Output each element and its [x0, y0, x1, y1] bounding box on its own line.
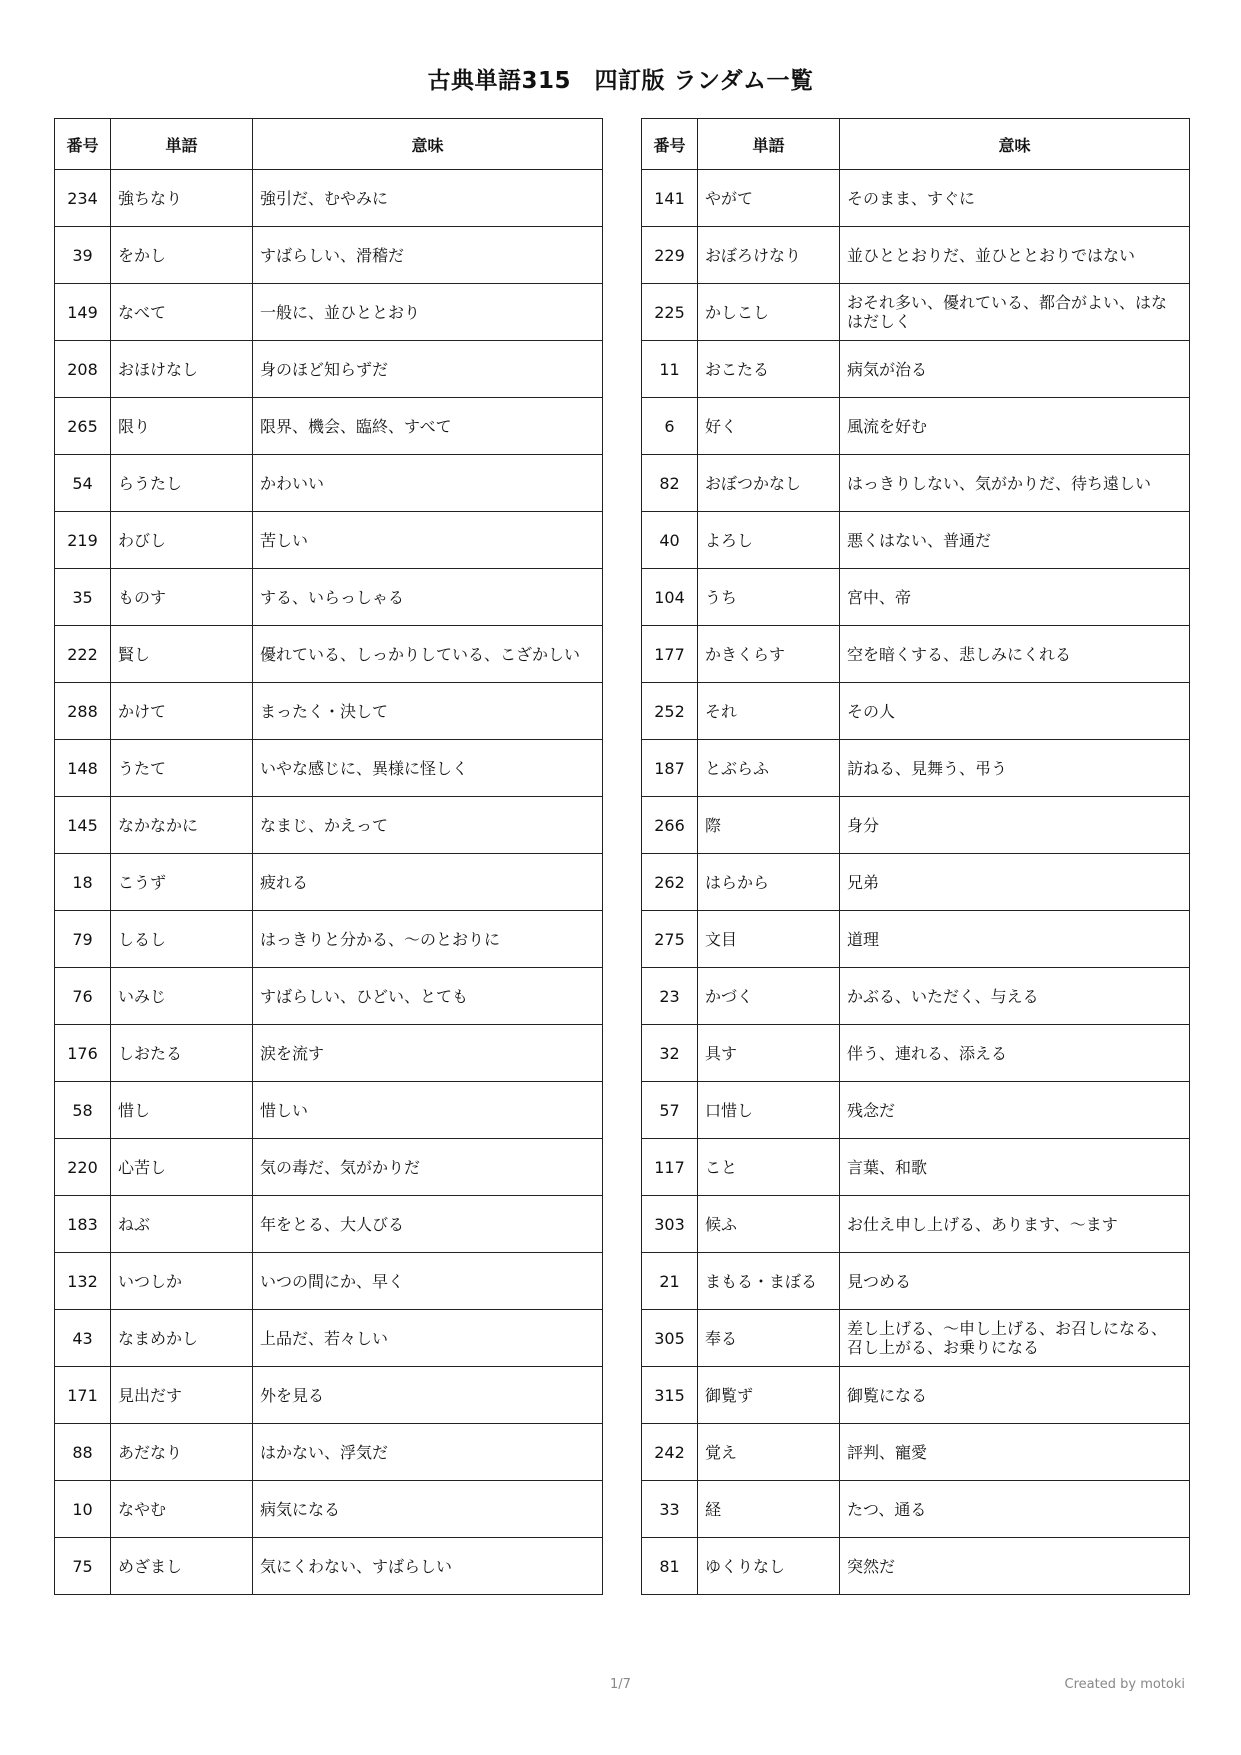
table-row — [642, 341, 1190, 398]
entry-word: おぼろけなり — [698, 227, 840, 284]
table-row — [55, 1424, 603, 1481]
table-row — [55, 1310, 603, 1367]
entry-meaning: そのまま、すぐに — [840, 170, 1190, 227]
entry-word: かきくらす — [698, 626, 840, 683]
entry-word: 限り — [111, 398, 253, 455]
entry-meaning: 一般に、並ひととおり — [253, 284, 603, 341]
header-word: 単語 — [111, 119, 253, 170]
vocab-table-left — [54, 118, 603, 1595]
entry-meaning: 突然だ — [840, 1538, 1190, 1595]
entry-word: こと — [698, 1139, 840, 1196]
entry-number: 39 — [55, 227, 111, 284]
entry-meaning: 強引だ、むやみに — [253, 170, 603, 227]
entry-number: 262 — [642, 854, 698, 911]
entry-word: わびし — [111, 512, 253, 569]
entry-word: ものす — [111, 569, 253, 626]
table-row — [642, 854, 1190, 911]
entry-number: 10 — [55, 1481, 111, 1538]
entry-number: 183 — [55, 1196, 111, 1253]
table-row — [642, 626, 1190, 683]
entry-meaning: 疲れる — [253, 854, 603, 911]
entry-word: なやむ — [111, 1481, 253, 1538]
table-header-row — [55, 119, 603, 170]
entry-meaning: まったく・決して — [253, 683, 603, 740]
entry-number: 145 — [55, 797, 111, 854]
entry-word: 口惜し — [698, 1082, 840, 1139]
entry-meaning: いやな感じに、異様に怪しく — [253, 740, 603, 797]
entry-number: 220 — [55, 1139, 111, 1196]
entry-meaning: 訪ねる、見舞う、弔う — [840, 740, 1190, 797]
entry-number: 104 — [642, 569, 698, 626]
entry-meaning: 風流を好む — [840, 398, 1190, 455]
table-row — [55, 911, 603, 968]
entry-number: 252 — [642, 683, 698, 740]
entry-meaning: おそれ多い、優れている、都合がよい、はなはだしく — [840, 284, 1190, 341]
entry-meaning: 伴う、連れる、添える — [840, 1025, 1190, 1082]
entry-number: 275 — [642, 911, 698, 968]
entry-number: 315 — [642, 1367, 698, 1424]
entry-meaning: その人 — [840, 683, 1190, 740]
entry-meaning: 気の毒だ、気がかりだ — [253, 1139, 603, 1196]
entry-number: 43 — [55, 1310, 111, 1367]
entry-number: 32 — [642, 1025, 698, 1082]
table-row — [55, 569, 603, 626]
entry-number: 141 — [642, 170, 698, 227]
entry-number: 35 — [55, 569, 111, 626]
entry-meaning: 残念だ — [840, 1082, 1190, 1139]
table-row — [55, 740, 603, 797]
table-row — [642, 968, 1190, 1025]
table-row — [55, 1139, 603, 1196]
entry-meaning: 並ひととおりだ、並ひととおりではない — [840, 227, 1190, 284]
table-row — [55, 227, 603, 284]
entry-meaning: いつの間にか、早く — [253, 1253, 603, 1310]
entry-word: をかし — [111, 227, 253, 284]
entry-number: 75 — [55, 1538, 111, 1595]
entry-word: あだなり — [111, 1424, 253, 1481]
credit-text: Created by motoki — [1064, 1677, 1185, 1692]
entry-meaning: 病気になる — [253, 1481, 603, 1538]
table-row — [55, 683, 603, 740]
entry-meaning: 苦しい — [253, 512, 603, 569]
entry-word: 惜し — [111, 1082, 253, 1139]
entry-word: いみじ — [111, 968, 253, 1025]
entry-word: ねぶ — [111, 1196, 253, 1253]
entry-meaning: すばらしい、ひどい、とても — [253, 968, 603, 1025]
entry-word: よろし — [698, 512, 840, 569]
entry-word: 経 — [698, 1481, 840, 1538]
entry-word: しおたる — [111, 1025, 253, 1082]
entry-meaning: 気にくわない、すばらしい — [253, 1538, 603, 1595]
table-row — [642, 398, 1190, 455]
entry-number: 58 — [55, 1082, 111, 1139]
entry-meaning: 病気が治る — [840, 341, 1190, 398]
table-row — [55, 1481, 603, 1538]
entry-meaning: 優れている、しっかりしている、こざかしい — [253, 626, 603, 683]
table-row — [55, 968, 603, 1025]
entry-meaning: すばらしい、滑稽だ — [253, 227, 603, 284]
entry-meaning: なまじ、かえって — [253, 797, 603, 854]
entry-number: 266 — [642, 797, 698, 854]
entry-number: 242 — [642, 1424, 698, 1481]
entry-meaning: 御覧になる — [840, 1367, 1190, 1424]
vocab-rows-left — [55, 170, 603, 1595]
table-row — [55, 1253, 603, 1310]
table-row — [642, 1538, 1190, 1595]
entry-word: なべて — [111, 284, 253, 341]
page-number: 1/7 — [610, 1677, 631, 1692]
entry-meaning: 身のほど知らずだ — [253, 341, 603, 398]
entry-word: おこたる — [698, 341, 840, 398]
entry-word: かしこし — [698, 284, 840, 341]
header-meaning: 意味 — [253, 119, 603, 170]
entry-meaning: 限界、機会、臨終、すべて — [253, 398, 603, 455]
entry-number: 222 — [55, 626, 111, 683]
entry-word: なまめかし — [111, 1310, 253, 1367]
entry-word: おぼつかなし — [698, 455, 840, 512]
page-title: 古典単語315 四訂版 ランダム一覧 — [427, 68, 814, 94]
table-row — [642, 683, 1190, 740]
table-row — [642, 284, 1190, 341]
entry-meaning: 宮中、帝 — [840, 569, 1190, 626]
entry-number: 132 — [55, 1253, 111, 1310]
table-row — [642, 1253, 1190, 1310]
entry-number: 176 — [55, 1025, 111, 1082]
entry-meaning: かぶる、いただく、与える — [840, 968, 1190, 1025]
entry-number: 33 — [642, 1481, 698, 1538]
table-row — [55, 1196, 603, 1253]
table-row — [55, 170, 603, 227]
entry-meaning: する、いらっしゃる — [253, 569, 603, 626]
table-row — [55, 1082, 603, 1139]
entry-word: やがて — [698, 170, 840, 227]
entry-number: 82 — [642, 455, 698, 512]
table-row — [55, 284, 603, 341]
entry-meaning: たつ、通る — [840, 1481, 1190, 1538]
entry-number: 11 — [642, 341, 698, 398]
entry-number: 219 — [55, 512, 111, 569]
table-row — [55, 398, 603, 455]
entry-meaning: 見つめる — [840, 1253, 1190, 1310]
entry-word: 強ちなり — [111, 170, 253, 227]
entry-number: 303 — [642, 1196, 698, 1253]
entry-number: 21 — [642, 1253, 698, 1310]
entry-meaning: かわいい — [253, 455, 603, 512]
entry-word: 好く — [698, 398, 840, 455]
table-row — [642, 1082, 1190, 1139]
entry-number: 57 — [642, 1082, 698, 1139]
table-row — [642, 455, 1190, 512]
entry-word: こうず — [111, 854, 253, 911]
header-number: 番号 — [55, 119, 111, 170]
entry-meaning: 年をとる、大人びる — [253, 1196, 603, 1253]
entry-word: まもる・まぼる — [698, 1253, 840, 1310]
entry-meaning: お仕え申し上げる、あります、〜ます — [840, 1196, 1190, 1253]
entry-number: 234 — [55, 170, 111, 227]
entry-word: それ — [698, 683, 840, 740]
entry-word: 見出だす — [111, 1367, 253, 1424]
entry-meaning: 道理 — [840, 911, 1190, 968]
entry-word: らうたし — [111, 455, 253, 512]
entry-word: はらから — [698, 854, 840, 911]
entry-number: 288 — [55, 683, 111, 740]
entry-number: 6 — [642, 398, 698, 455]
entry-meaning: 外を見る — [253, 1367, 603, 1424]
table-row — [55, 797, 603, 854]
table-row — [55, 341, 603, 398]
entry-word: うたて — [111, 740, 253, 797]
table-row — [642, 1196, 1190, 1253]
entry-meaning: はかない、浮気だ — [253, 1424, 603, 1481]
entry-number: 76 — [55, 968, 111, 1025]
table-row — [642, 227, 1190, 284]
entry-word: 心苦し — [111, 1139, 253, 1196]
table-row — [55, 512, 603, 569]
table-row — [55, 1367, 603, 1424]
table-row — [642, 569, 1190, 626]
entry-number: 79 — [55, 911, 111, 968]
entry-number: 54 — [55, 455, 111, 512]
entry-meaning: 悪くはない、普通だ — [840, 512, 1190, 569]
table-row — [642, 740, 1190, 797]
entry-word: とぶらふ — [698, 740, 840, 797]
table-row — [642, 1139, 1190, 1196]
entry-word: めざまし — [111, 1538, 253, 1595]
entry-word: うち — [698, 569, 840, 626]
table-row — [642, 1310, 1190, 1367]
entry-meaning: 身分 — [840, 797, 1190, 854]
table-row — [642, 1025, 1190, 1082]
entry-word: 候ふ — [698, 1196, 840, 1253]
entry-number: 40 — [642, 512, 698, 569]
entry-word: ゆくりなし — [698, 1538, 840, 1595]
header-word: 単語 — [698, 119, 840, 170]
table-row — [642, 911, 1190, 968]
table-row — [55, 854, 603, 911]
entry-number: 18 — [55, 854, 111, 911]
table-row — [642, 797, 1190, 854]
entry-number: 88 — [55, 1424, 111, 1481]
entry-meaning: 涙を流す — [253, 1025, 603, 1082]
entry-number: 81 — [642, 1538, 698, 1595]
table-row — [55, 626, 603, 683]
entry-number: 265 — [55, 398, 111, 455]
table-row — [642, 1367, 1190, 1424]
entry-number: 229 — [642, 227, 698, 284]
entry-meaning: はっきりと分かる、〜のとおりに — [253, 911, 603, 968]
table-row — [642, 170, 1190, 227]
entry-word: かづく — [698, 968, 840, 1025]
entry-meaning: 言葉、和歌 — [840, 1139, 1190, 1196]
table-row — [642, 1424, 1190, 1481]
table-header-row — [642, 119, 1190, 170]
entry-meaning: 上品だ、若々しい — [253, 1310, 603, 1367]
entry-word: 文目 — [698, 911, 840, 968]
table-row — [55, 1025, 603, 1082]
entry-word: 賢し — [111, 626, 253, 683]
vocab-rows-right — [642, 170, 1190, 1595]
entry-word: いつしか — [111, 1253, 253, 1310]
entry-number: 208 — [55, 341, 111, 398]
table-row — [642, 512, 1190, 569]
entry-word: しるし — [111, 911, 253, 968]
table-row — [55, 1538, 603, 1595]
table-row — [642, 1481, 1190, 1538]
entry-number: 171 — [55, 1367, 111, 1424]
entry-number: 23 — [642, 968, 698, 1025]
entry-number: 177 — [642, 626, 698, 683]
entry-number: 117 — [642, 1139, 698, 1196]
entry-word: おほけなし — [111, 341, 253, 398]
entry-word: 具す — [698, 1025, 840, 1082]
entry-meaning: 惜しい — [253, 1082, 603, 1139]
entry-number: 187 — [642, 740, 698, 797]
entry-meaning: 空を暗くする、悲しみにくれる — [840, 626, 1190, 683]
entry-number: 148 — [55, 740, 111, 797]
entry-meaning: 差し上げる、〜申し上げる、お召しになる、召し上がる、お乗りになる — [840, 1310, 1190, 1367]
header-meaning: 意味 — [840, 119, 1190, 170]
entry-number: 305 — [642, 1310, 698, 1367]
header-number: 番号 — [642, 119, 698, 170]
table-row — [55, 455, 603, 512]
entry-meaning: はっきりしない、気がかりだ、待ち遠しい — [840, 455, 1190, 512]
entry-meaning: 兄弟 — [840, 854, 1190, 911]
entry-word: 際 — [698, 797, 840, 854]
entry-word: かけて — [111, 683, 253, 740]
entry-number: 225 — [642, 284, 698, 341]
entry-number: 149 — [55, 284, 111, 341]
entry-meaning: 評判、寵愛 — [840, 1424, 1190, 1481]
entry-word: 御覧ず — [698, 1367, 840, 1424]
entry-word: なかなかに — [111, 797, 253, 854]
entry-word: 覚え — [698, 1424, 840, 1481]
vocab-table-right — [641, 118, 1190, 1595]
entry-word: 奉る — [698, 1310, 840, 1367]
